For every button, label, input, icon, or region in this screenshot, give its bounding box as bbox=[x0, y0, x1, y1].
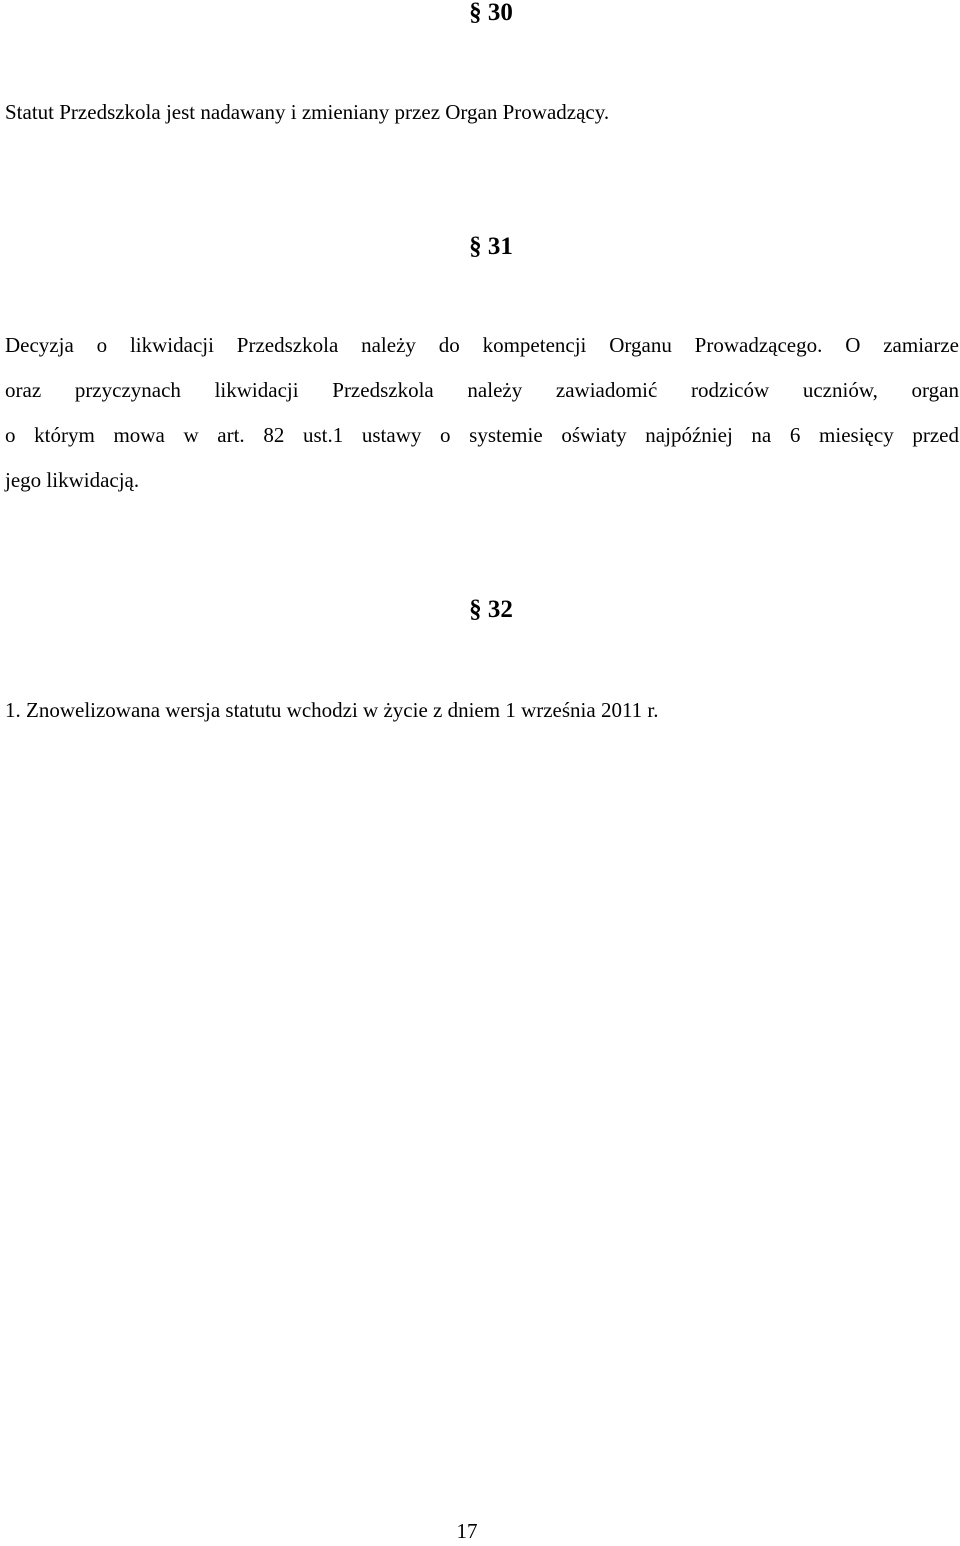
section-heading-32-text: § 32 bbox=[469, 596, 513, 623]
paragraph-section-31 bbox=[5, 323, 959, 503]
section-heading-31 bbox=[0, 232, 960, 262]
paragraph-section-32: 1. Znowelizowana wersja statutu wchodzi w życie z dniem 1 września 2011 r. bbox=[5, 698, 659, 722]
paragraph-section-30: Statut Przedszkola jest nadawany i zmieniany przez Organ Prowadzący. bbox=[5, 100, 610, 124]
section-heading-30 bbox=[0, 0, 960, 28]
section-heading-32 bbox=[0, 595, 960, 625]
paragraph-31-line-3: o którym mowa w art. 82 ust.1 ustawy o systemie oświaty najpóźniej na 6 miesięcy przed bbox=[5, 423, 959, 447]
section-heading-31-text: § 31 bbox=[469, 233, 513, 260]
section-heading-30-text: § 30 bbox=[469, 0, 513, 26]
paragraph-31-line-4: jego likwidacją. bbox=[5, 468, 140, 492]
page-number bbox=[0, 1516, 960, 1546]
paragraph-31-line-1: Decyzja o likwidacji Przedszkola należy do kompetencji Organu Prowadzącego. O zamiarze bbox=[5, 333, 959, 357]
paragraph-31-line-2: oraz przyczynach likwidacji Przedszkola należy zawiadomić rodziców uczniów, organ bbox=[5, 378, 959, 402]
page-number-text: 17 bbox=[456, 1519, 478, 1543]
